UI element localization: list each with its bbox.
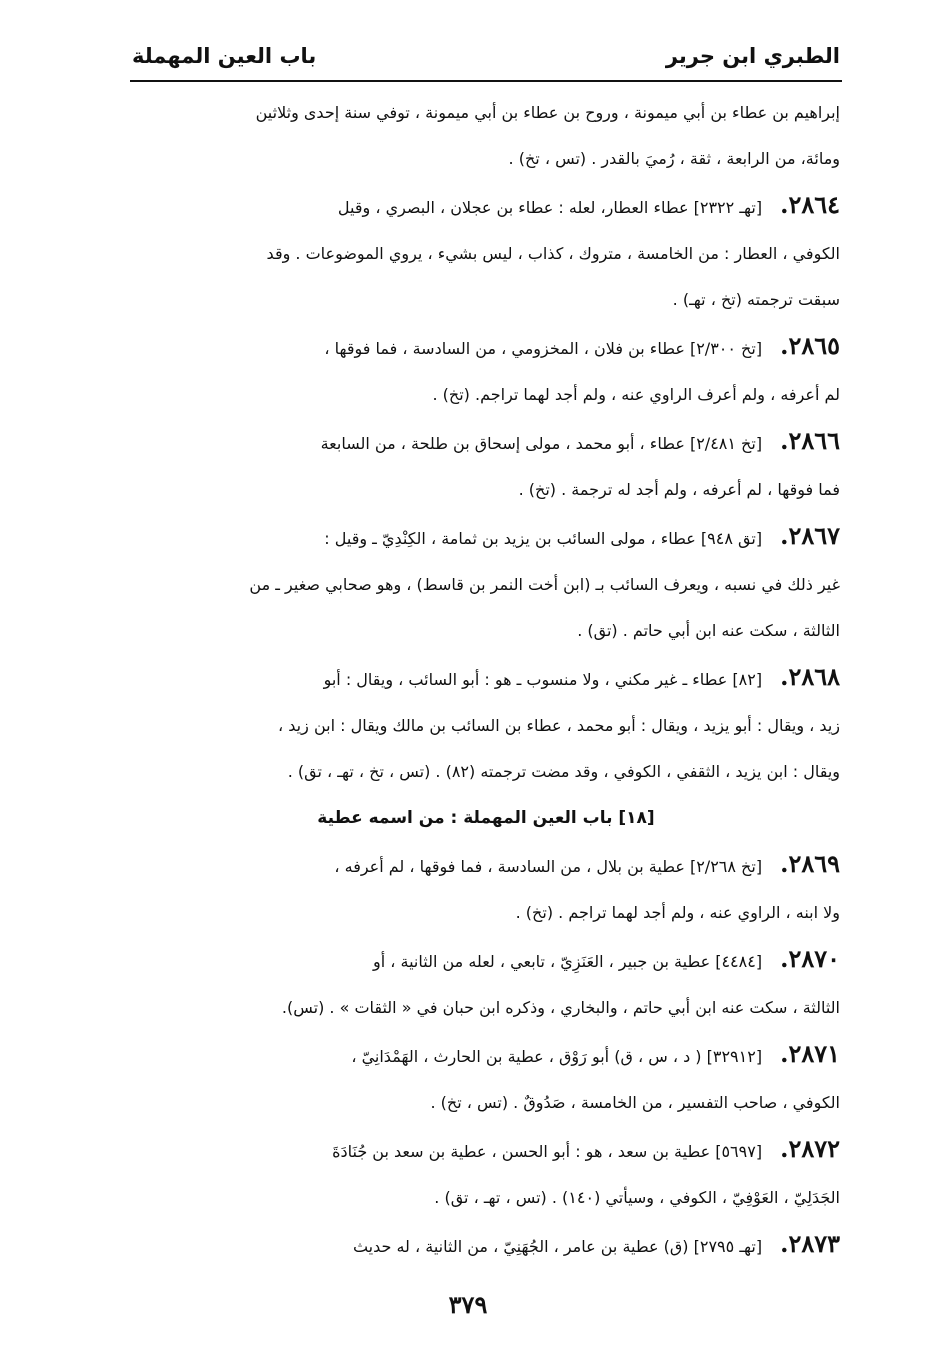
entry-text: [٤٤٨٤] عطية بن جبير ، العَنَزِيّ ، تابعي ، لعله من الثانية ، أو (373, 952, 763, 971)
entry-text: [٥٦٩٧] عطية بن سعد ، هو : أبو الحسن ، عطية بن سعد بن جُنَادَةَ (332, 1142, 763, 1161)
entry-line: الجَدَلِيّ ، العَوْفِيّ ، الكوفي ، وسيأتي (١٤٠) . (تس ، تهـ ، تق) . (434, 1188, 840, 1207)
entry-number: ٢٨٦٩. (780, 849, 840, 878)
entry-line: غير ذلك في نسبه ، ويعرف السائب بـ (ابن أخت النمر بن قاسط) ، وهو صحابي صغير ـ من (249, 575, 840, 594)
entry-text: [تخ ٢/٣٠٠] عطاء بن فلان ، المخزومي ، من السادسة ، فما فوقها ، (324, 339, 763, 358)
entry-line (132, 1031, 840, 1080)
entry-line: الكوفي ، صاحب التفسير ، من الخامسة ، صَدُوقٌ . (تس ، تخ) . (430, 1093, 840, 1112)
header-divider (130, 80, 842, 82)
entry-text: [٨٢] عطاء ـ غير مكني ، ولا منسوب ـ هو : أبو السائب ، ويقال : أبو (323, 670, 763, 689)
entry-number: ٢٨٦٤. (780, 190, 840, 219)
section-heading: [١٨] باب العين المهملة : من اسمه عطية (317, 808, 655, 828)
entry-line: فما فوقها ، لم أعرفه ، ولم أجد له ترجمة . (تخ) . (518, 480, 840, 499)
entry-line (132, 841, 840, 890)
entry-line (132, 1126, 840, 1175)
header-book-title: الطبري ابن جرير (665, 44, 840, 68)
entry-line (132, 182, 840, 231)
entry-text: [٣٢٩١٢] ( د ، س ، ق) أبو رَوْق ، عطية بن الحارث ، الهَمْدَانِيّ ، (351, 1047, 763, 1066)
entry-line (132, 1221, 840, 1270)
entry-text: [تهـ ٢٧٩٥] (ق) عطية بن عامر ، الجُهَنِيّ ، من الثانية ، له حديث (352, 1237, 763, 1256)
entry-line: لم أعرفه ، ولم أعرف الراوي عنه ، ولم أجد لهما تراجم. (تخ) . (432, 385, 840, 404)
entry-number: ٢٨٧٢. (780, 1134, 840, 1163)
entry-line: الثالثة ، سكت عنه ابن أبي حاتم . (تق) . (577, 621, 840, 640)
entry-text: [تق ٩٤٨] عطاء ، مولى السائب بن يزيد بن ثمامة ، الكِنْدِيّ ـ وقيل : (324, 529, 763, 548)
entry-number: ٢٨٧١. (780, 1039, 840, 1068)
entry-line (132, 418, 840, 467)
continuation-line: ومائة، من الرابعة ، ثقة ، رُميَ بالقدر . (تس ، تخ) . (508, 149, 840, 168)
entry-line (132, 513, 840, 562)
page-body (132, 90, 840, 1270)
entry-line: ولا ابنه ، الراوي عنه ، ولم أجد لهما تراجم . (تخ) . (515, 903, 840, 922)
entry-text: [تخ ٢/٢٦٨] عطية بن بلال ، من السادسة ، فما فوقها ، لم أعرفه ، (334, 857, 763, 876)
entry-number: ٢٨٦٦. (780, 426, 840, 455)
entry-line: زيد ، ويقال : أبو يزيد ، ويقال : أبو محمد ، عطاء بن السائب بن مالك ويقال : ابن زيد ، (278, 716, 840, 735)
page-number: ٣٧٩ (448, 1290, 488, 1319)
entry-line (132, 323, 840, 372)
entry-line: الكوفي ، العطار : من الخامسة ، متروك ، كذاب ، ليس بشيء ، يروي الموضوعات . وقد (266, 244, 840, 263)
entry-text: [تهـ ٢٣٢٢] عطاء العطار، لعله : عطاء بن عجلان ، البصري ، وقيل (337, 198, 763, 217)
entry-line: الثالثة ، سكت عنه ابن أبي حاتم ، والبخاري ، وذكره ابن حبان في « الثقات » . (تس). (281, 998, 840, 1017)
running-header (132, 36, 840, 76)
entry-line: سبقت ترجمته (تخ ، تهـ) . (672, 290, 840, 309)
header-chapter-title: باب العين المهملة (132, 44, 317, 68)
entry-line: ويقال : ابن يزيد ، الثقفي ، الكوفي ، وقد مضت ترجمته (٨٢) . (تس ، تخ ، تهـ ، تق) . (287, 762, 840, 781)
continuation-line: إبراهيم بن عطاء بن أبي ميمونة ، وروح بن عطاء بن أبي ميمونة ، توفي سنة إحدى وثلاثين (255, 103, 840, 122)
entry-text: [تخ ٢/٤٨١] عطاء ، أبو محمد ، مولى إسحاق بن طلحة ، من السابعة (320, 434, 763, 453)
entry-line (132, 936, 840, 985)
entry-number: ٢٨٦٨. (780, 662, 840, 691)
entry-number: ٢٨٧٠. (780, 944, 840, 973)
entry-number: ٢٨٧٣. (780, 1229, 840, 1258)
entry-number: ٢٨٦٥. (780, 331, 840, 360)
entry-number: ٢٨٦٧. (780, 521, 840, 550)
entry-line (132, 654, 840, 703)
